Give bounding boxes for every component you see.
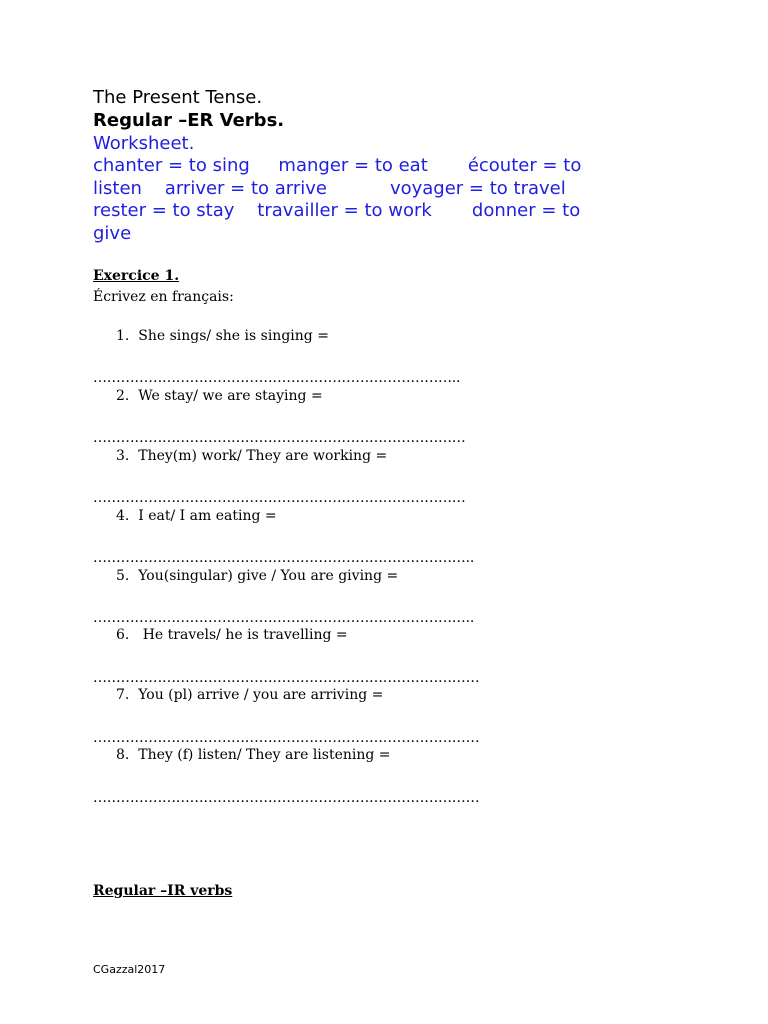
vocab-line: give (93, 222, 132, 244)
answer-blank[interactable]: …………………………………………………………………….. (93, 370, 461, 386)
vocab-line: chanter = to sing manger = to eat écouter = to (93, 155, 582, 176)
answer-blank[interactable]: ………………………………………………………………………… (93, 730, 480, 746)
vocabulary-list (93, 155, 693, 245)
question-item: 4. I eat/ I am eating = (116, 508, 277, 524)
section-heading: Regular –IR verbs (93, 883, 233, 899)
page-subtitle: Regular –ER Verbs. (93, 110, 285, 131)
answer-blank[interactable]: ……………………………………………………………………….. (93, 550, 475, 566)
question-item: 6. He travels/ he is travelling = (116, 627, 348, 643)
question-item: 5. You(singular) give / You are giving = (116, 568, 399, 584)
answer-blank[interactable]: ……………………………………………………………………….. (93, 610, 475, 626)
page-title: The Present Tense. (93, 87, 263, 108)
exercise-instruction: Écrivez en français: (93, 289, 234, 305)
question-item: 7. You (pl) arrive / you are arriving = (116, 687, 384, 703)
vocab-line: listen arriver = to arrive voyager = to travel (93, 177, 566, 199)
answer-blank[interactable]: ……………………………………………………………………… (93, 490, 466, 506)
vocab-line: rester = to stay travailler = to work donner = to (93, 200, 581, 221)
question-item: 8. They (f) listen/ They are listening = (116, 747, 391, 763)
worksheet-header (93, 86, 693, 245)
question-item: 1. She sings/ she is singing = (116, 328, 329, 344)
exercise-heading: Exercice 1. (93, 268, 180, 284)
worksheet-label: Worksheet. (93, 133, 195, 154)
answer-blank[interactable]: ……………………………………………………………………… (93, 430, 466, 446)
answer-blank[interactable]: ………………………………………………………………………… (93, 790, 480, 806)
footer-credit: CGazzal2017 (93, 963, 166, 976)
answer-blank[interactable]: ………………………………………………………………………… (93, 670, 480, 686)
question-item: 3. They(m) work/ They are working = (116, 448, 388, 464)
question-item: 2. We stay/ we are staying = (116, 388, 323, 404)
